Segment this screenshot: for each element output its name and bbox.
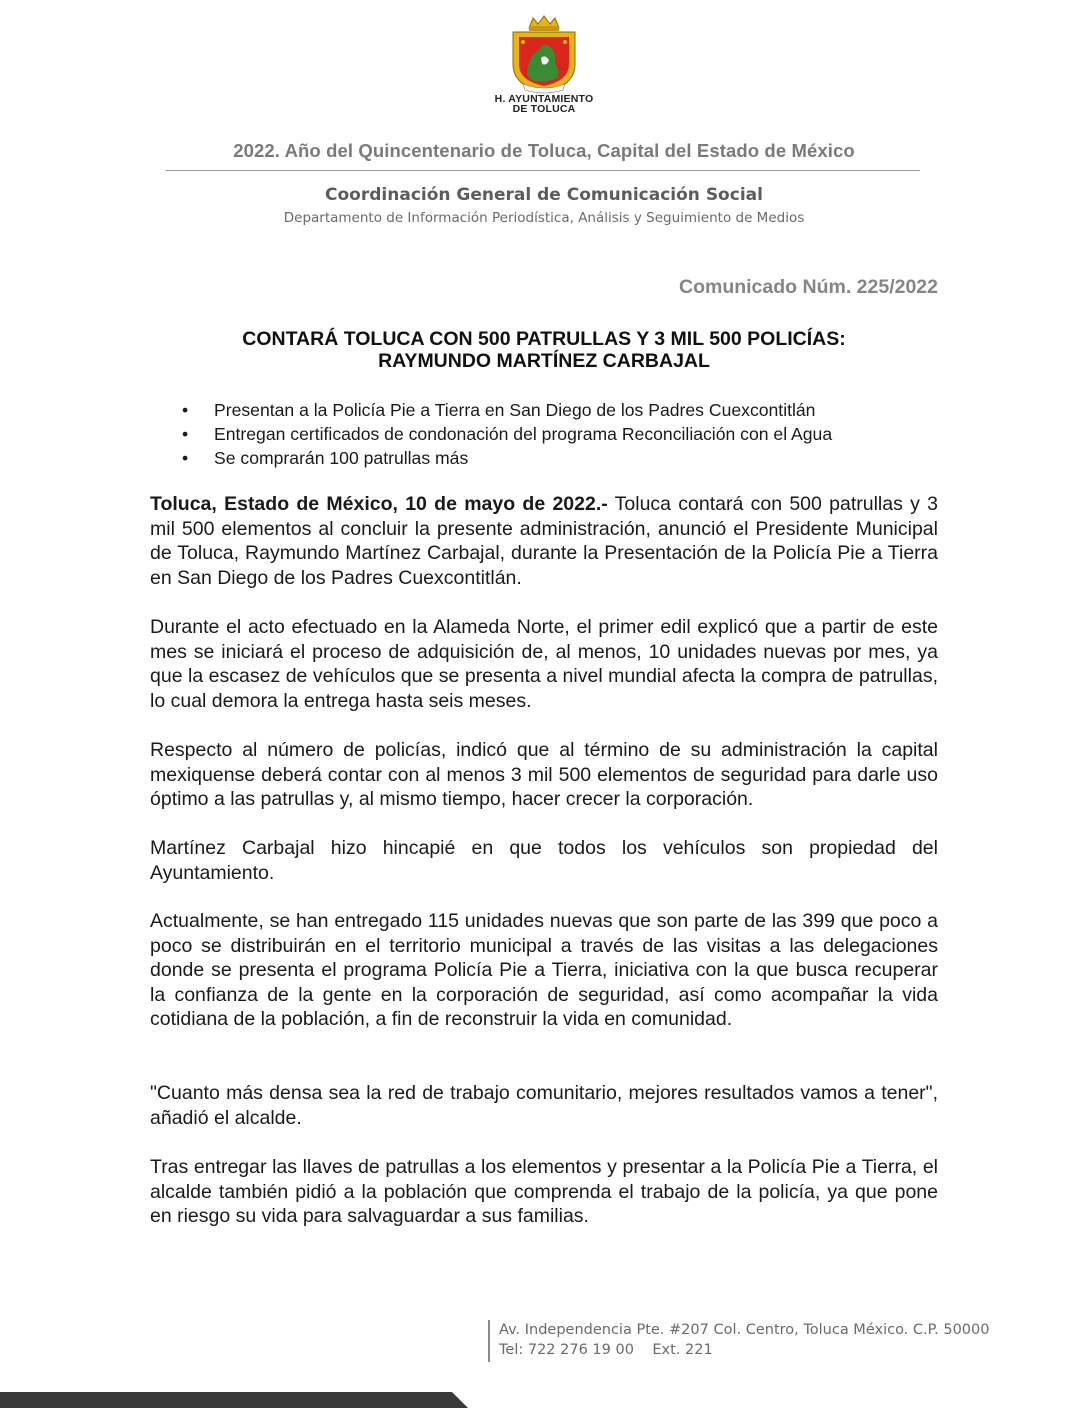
footer-ext: Ext. 221	[652, 1342, 713, 1358]
paragraph-2-text: Durante el acto efectuado en la Alameda Norte, el primer edil explicó que a partir de este mes se iniciará el proceso de adquisición de, al menos, 10 unidades nuevas por mes, ya que la escasez de vehículos que se presenta a nivel mundial afecta la compra de patrullas, lo cual demora la entrega hasta seis meses.	[150, 616, 938, 712]
paragraph-2	[150, 615, 938, 713]
crest-shield-icon	[505, 14, 583, 94]
footer-decorative-band	[0, 1386, 1088, 1408]
footer-phone: Tel: 722 276 19 00	[499, 1342, 634, 1358]
bullet-text: Entregan certificados de condonación del programa Reconciliación con el Agua	[214, 424, 833, 444]
list-item	[150, 446, 938, 470]
bullet-text: Presentan a la Policía Pie a Tierra en San Diego de los Padres Cuexcontitlán	[214, 400, 816, 420]
paragraph-6-text: "Cuanto más densa sea la red de trabajo comunitario, mejores resultados vamos a tener", añadió el alcalde.	[150, 1082, 938, 1129]
header-divider	[166, 170, 920, 171]
paragraph-3	[150, 738, 938, 812]
paragraph-7	[150, 1155, 938, 1229]
footer-address: Av. Independencia Pte. #207 Col. Centro, Toluca México. C.P. 50000	[499, 1322, 990, 1338]
paragraph-1-text: Toluca contará con 500 patrullas y 3 mil 500 elementos al concluir la presente administración, anunció el Presidente Municipal de Toluca, Raymundo Martínez Carbajal, durante la Presentación de la Policía Pie a Tierra en San Diego de los Padres Cuexcontitlán.	[150, 493, 938, 589]
bullet-text: Se comprarán 100 patrullas más	[214, 448, 469, 468]
list-item	[150, 422, 938, 446]
communique-number: Comunicado Núm. 225/2022	[678, 276, 938, 298]
paragraph-3-text: Respecto al número de policías, indicó que al término de su administración la capital mexiquense deberá contar con al menos 3 mil 500 elementos de seguridad para darle uso óptimo a las patrullas y, al mismo tiempo, hacer crecer la corporación.	[150, 739, 938, 811]
paragraph-5-text: Actualmente, se han entregado 115 unidades nuevas que son parte de las 399 que poco a poco se distribuirán en el territorio municipal a través de las visitas a las delegaciones donde se presenta el programa Policía Pie a Tierra, iniciativa con la que busca recuperar la confianza de la gente en la corporación de seguridad, así como acompañar la vida cotidiana de la población, a fin de reconstruir la vida en comunidad.	[150, 910, 938, 1031]
logo-line-2: DE TOLUCA	[512, 103, 576, 115]
bullet-icon: •	[182, 400, 189, 420]
paragraph-5	[150, 909, 938, 1032]
coordination-title: Coordinación General de Comunicación Social	[325, 185, 763, 205]
headline-line-1: CONTARÁ TOLUCA CON 500 PATRULLAS Y 3 MIL 500 POLICÍAS:	[242, 328, 846, 350]
footer-address-block	[499, 1320, 989, 1360]
paragraph-4-text: Martínez Carbajal hizo hincapié en que todos los vehículos son propiedad del Ayuntamiento.	[150, 837, 938, 884]
bullet-icon: •	[182, 448, 189, 468]
year-banner: 2022. Año del Quincentenario de Toluca, Capital del Estado de México	[233, 140, 855, 161]
paragraph-7-text: Tras entregar las llaves de patrullas a los elementos y presentar a la Policía Pie a Tierra, el alcalde también pidió a la población que comprenda el trabajo de la policía, ya que pone en riesgo su vida para salvaguardar a sus familias.	[150, 1156, 938, 1228]
bullet-icon: •	[182, 424, 189, 444]
paragraph-1	[150, 492, 938, 590]
paragraph-4	[150, 836, 938, 885]
footer-divider	[488, 1320, 490, 1362]
logo-line-1: H. AYUNTAMIENTO	[494, 93, 594, 105]
toluca-crest-logo	[488, 14, 600, 120]
summary-bullet-list	[150, 398, 938, 470]
department-subtitle: Departamento de Información Periodística, Análisis y Seguimiento de Medios	[283, 210, 805, 226]
headline	[150, 328, 938, 372]
dateline: Toluca, Estado de México, 10 de mayo de 2022.-	[150, 493, 608, 515]
paragraph-6	[150, 1081, 938, 1130]
list-item	[150, 398, 938, 422]
footer-phone-line	[499, 1340, 989, 1360]
headline-line-2: RAYMUNDO MARTÍNEZ CARBAJAL	[378, 350, 710, 372]
